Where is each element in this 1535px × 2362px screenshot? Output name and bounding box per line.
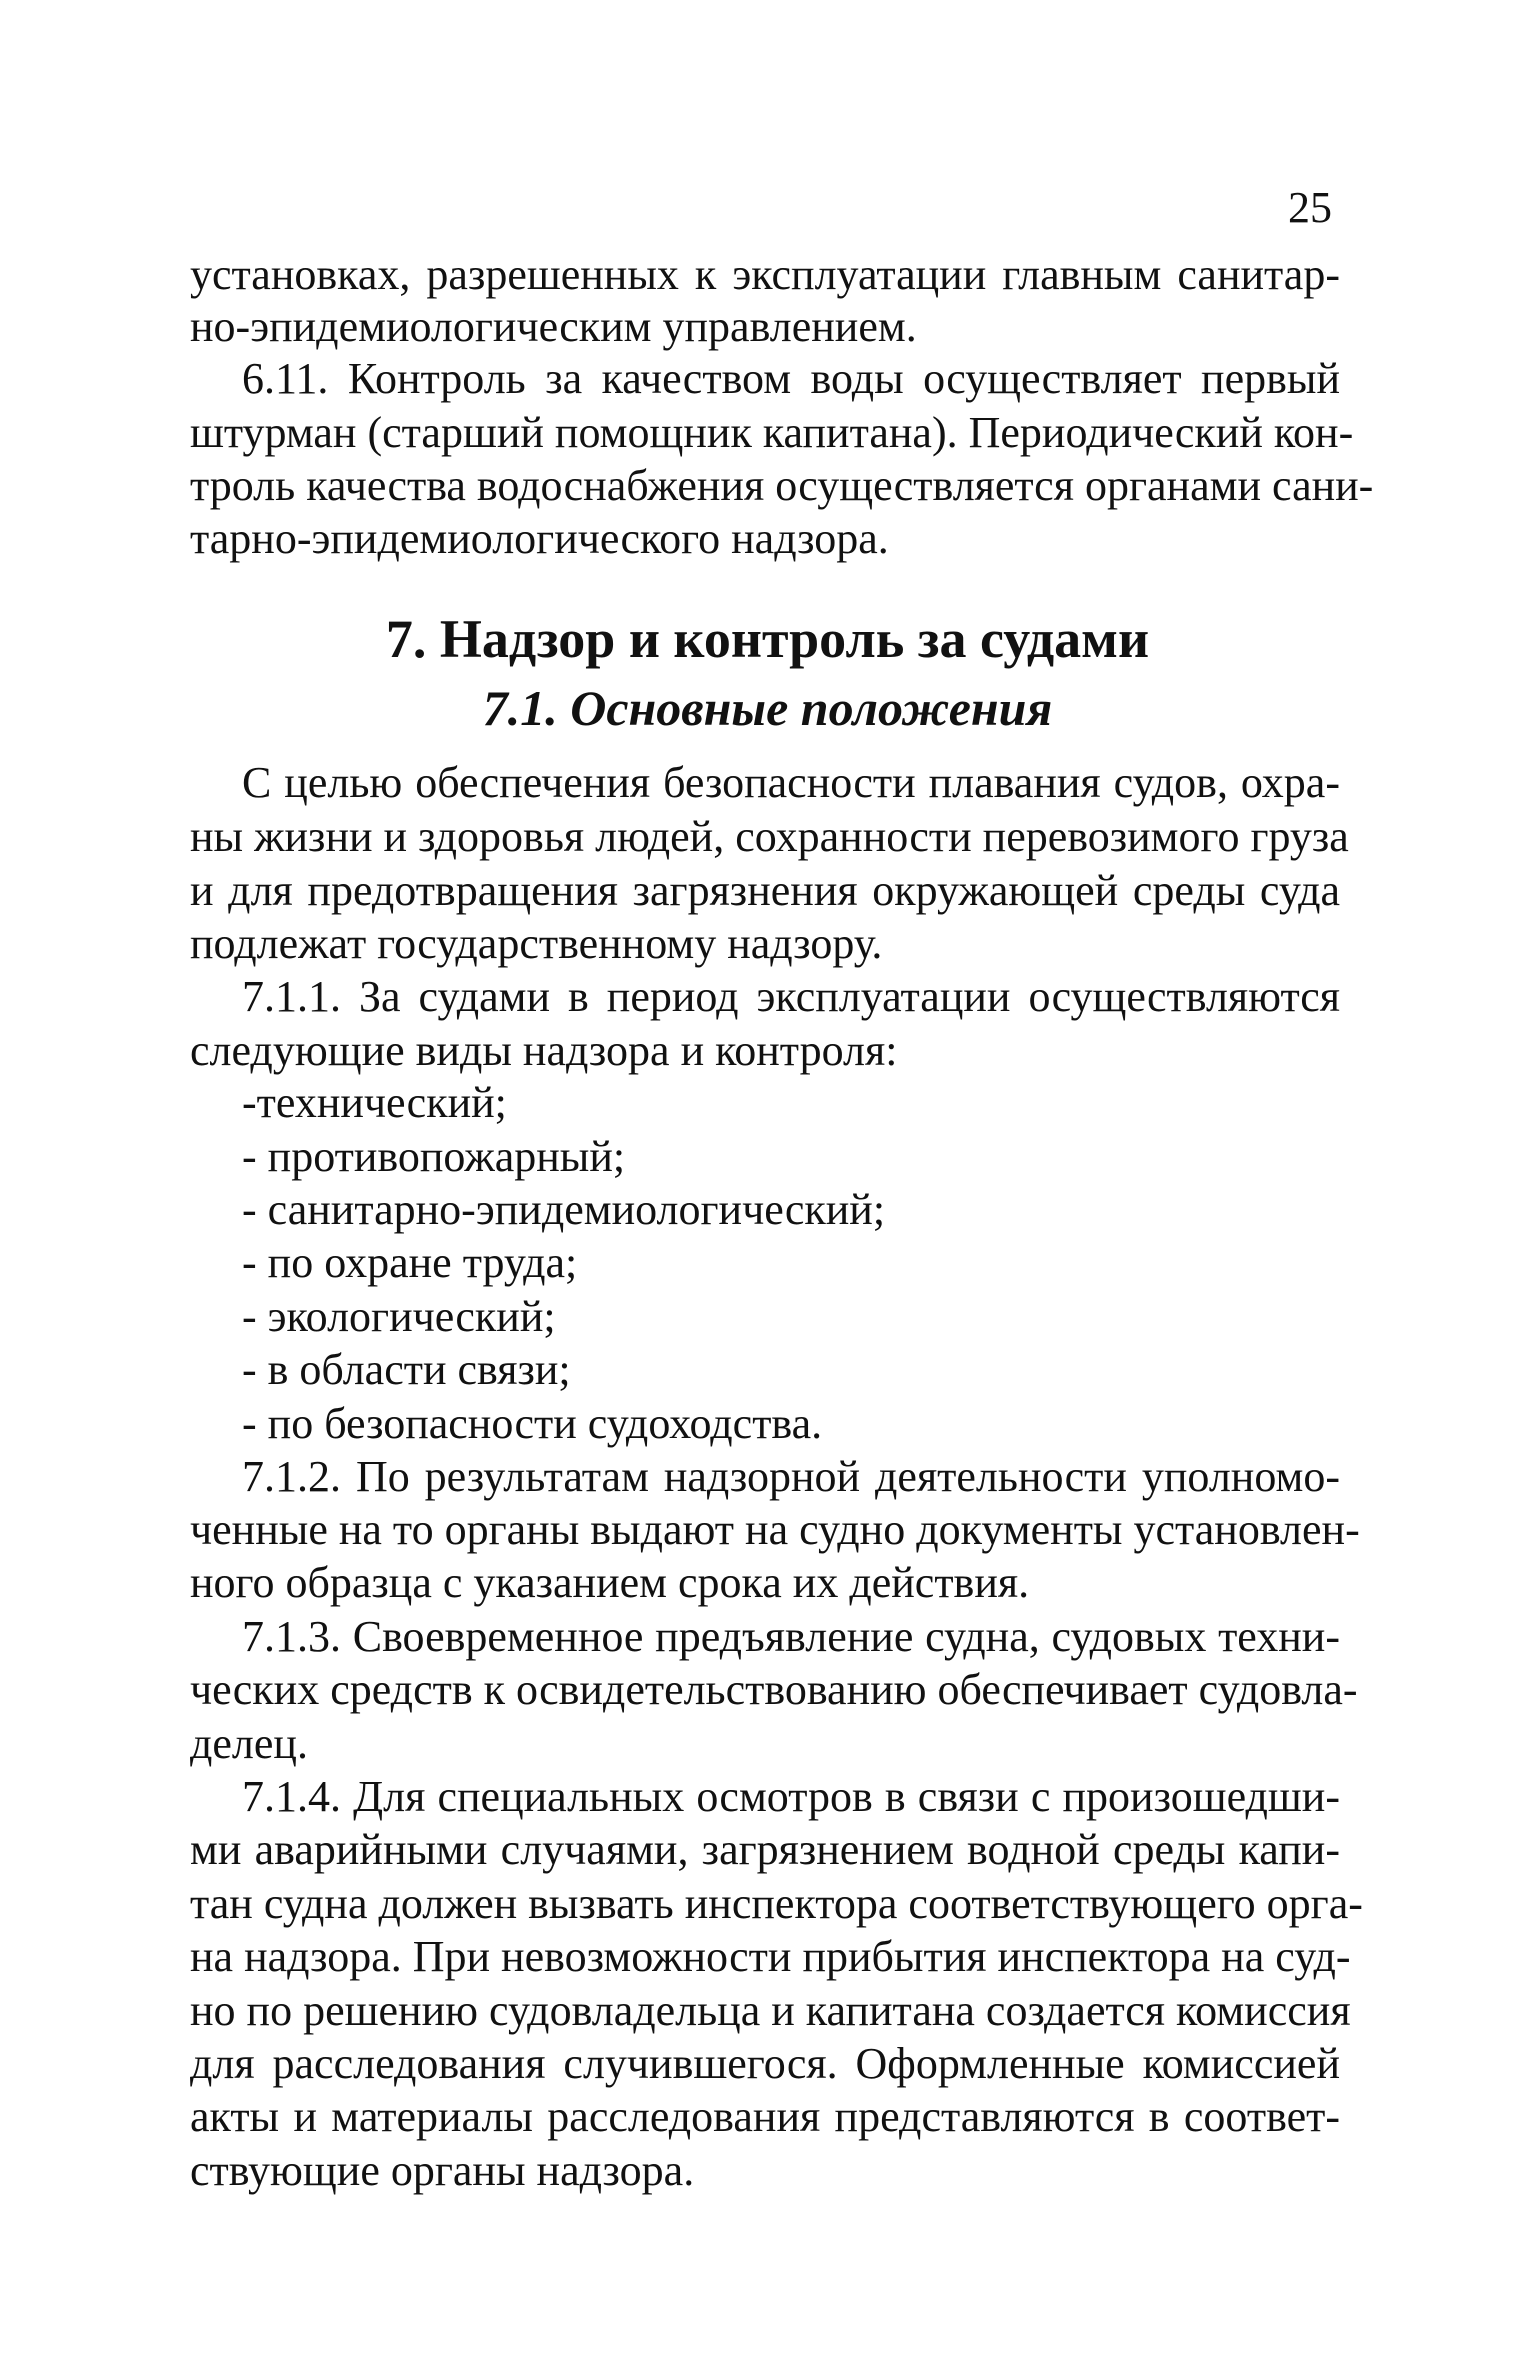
text-line: ческих средств к освидетельствованию обеспечивает судовла- (190, 1665, 1358, 1714)
list-item: - экологический; (242, 1292, 556, 1341)
list-item: - по безопасности судоходства. (242, 1399, 823, 1448)
text-line: но по решению судовладельца и капитана создается комиссия (190, 1986, 1351, 2035)
text-line: тарно-эпидемиологического надзора. (190, 514, 889, 563)
subsection-title: 7.1. Основные положения (482, 680, 1053, 736)
text-line: 7.1.2. По результатам надзорной деятельности уполномо- (242, 1452, 1340, 1501)
text-line: штурман (старший помощник капитана). Периодический кон- (190, 408, 1354, 457)
text-line: 6.11. Контроль за качеством воды осуществляет первый (242, 354, 1340, 403)
text-line: подлежат государственному надзору. (190, 919, 883, 968)
list-item: -технический; (242, 1078, 507, 1127)
text-line: 7.1.1. За судами в период эксплуатации осуществляются (242, 972, 1340, 1021)
text-line: но-эпидемиологическим управлением. (190, 302, 917, 351)
text-line: акты и материалы расследования представляются в соответ- (190, 2092, 1340, 2141)
text-line: 7.1.4. Для специальных осмотров в связи с произошедши- (242, 1772, 1340, 1821)
text-line: на надзора. При невозможности прибытия инспектора на суд- (190, 1932, 1351, 1981)
text-line: для расследования случившегося. Оформленные комиссией (190, 2039, 1340, 2088)
list-item: - противопожарный; (242, 1132, 626, 1181)
text-line: следующие виды надзора и контроля: (190, 1026, 898, 1075)
text-line: троль качества водоснабжения осуществляется органами сани- (190, 461, 1374, 510)
text-line: ствующие органы надзора. (190, 2146, 695, 2195)
text-line: тан судна должен вызвать инспектора соответствующего орга- (190, 1879, 1363, 1928)
section-title: 7. Надзор и контроль за судами (385, 609, 1150, 669)
text-line: ми аварийными случаями, загрязнением водной среды капи- (190, 1825, 1340, 1874)
list-item: - в области связи; (242, 1345, 571, 1394)
text-line: и для предотвращения загрязнения окружающей среды суда (190, 866, 1340, 915)
text-line: делец. (190, 1719, 308, 1768)
text-line: ного образца с указанием срока их действия. (190, 1558, 1030, 1607)
list-item: - по охране труда; (242, 1238, 578, 1287)
text-line: ченные на то органы выдают на судно документы установлен- (190, 1505, 1360, 1554)
text-line: ны жизни и здоровья людей, сохранности перевозимого груза (190, 812, 1349, 861)
text-line: установках, разрешенных к эксплуатации главным санитар- (190, 250, 1340, 299)
text-line: С целью обеспечения безопасности плавания судов, охра- (242, 758, 1340, 807)
list-item: - санитарно-эпидемиологический; (242, 1185, 886, 1234)
text-line: 7.1.3. Своевременное предъявление судна, судовых техни- (242, 1612, 1340, 1661)
page-number: 25 (1288, 183, 1332, 232)
